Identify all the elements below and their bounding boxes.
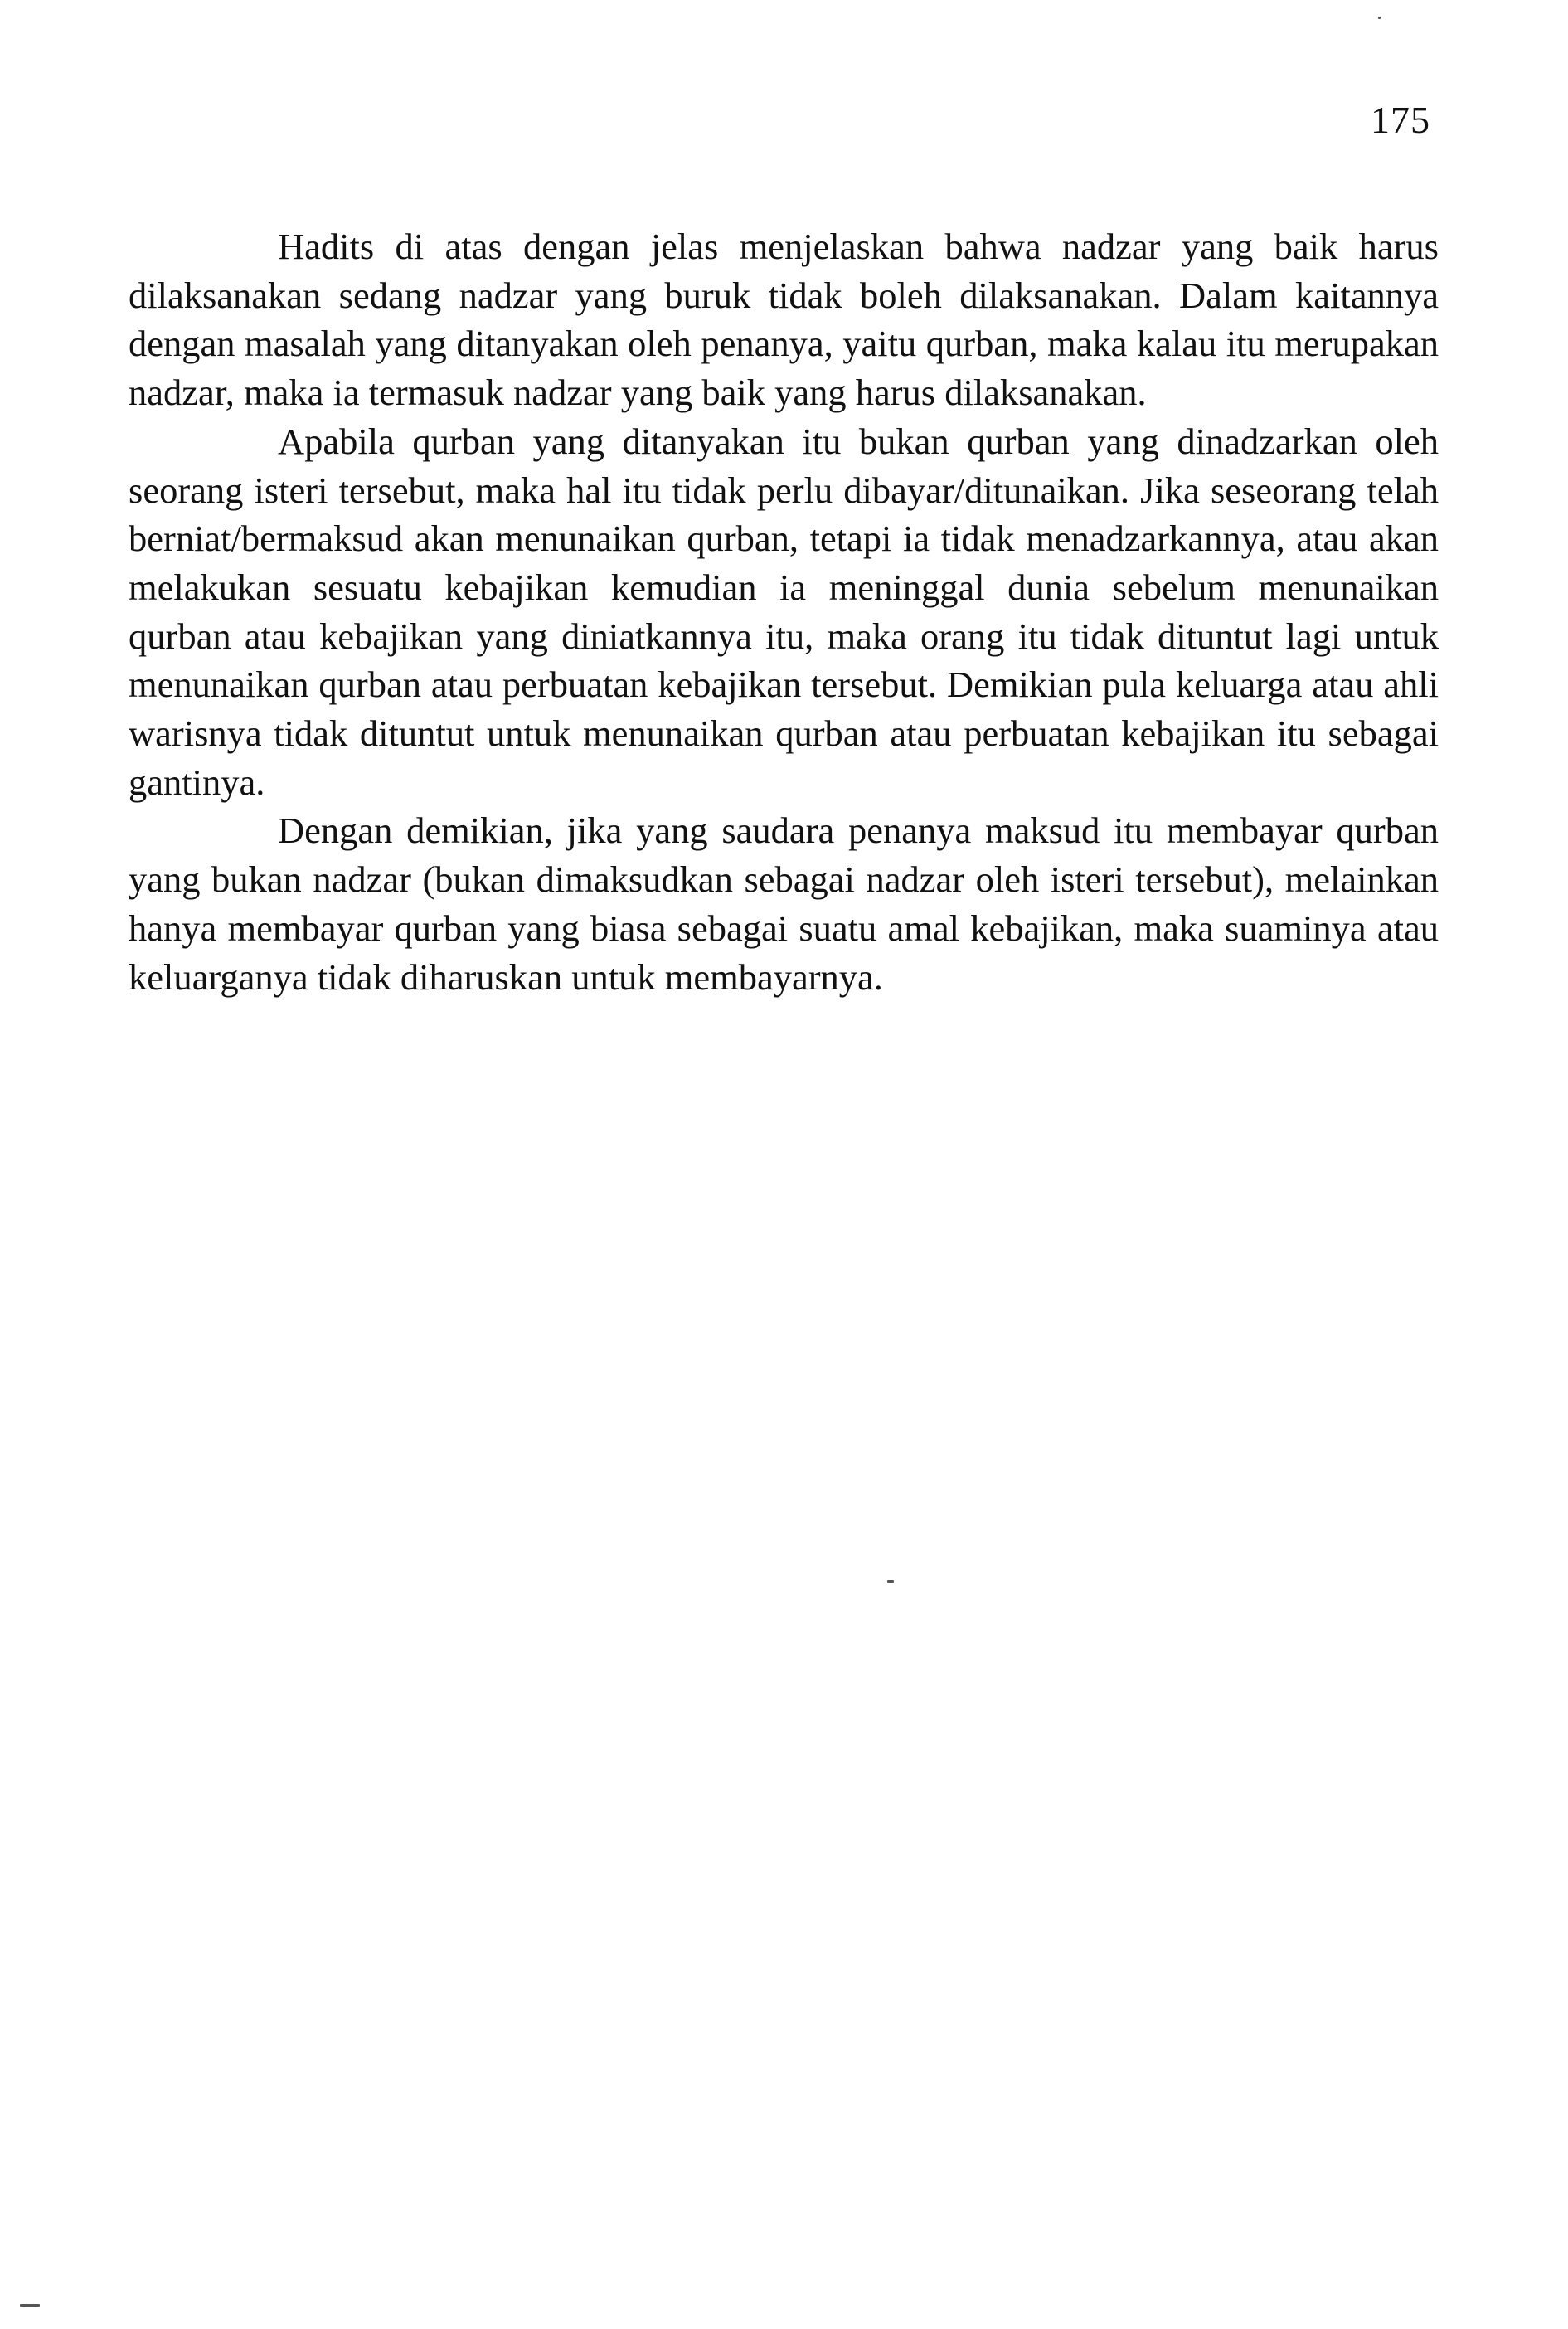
- page-body: [129, 222, 1439, 1001]
- page-number: 175: [1371, 99, 1430, 141]
- scan-speck: [20, 2304, 40, 2307]
- paragraph-1: Hadits di atas dengan jelas menjelaskan bahwa nadzar yang baik harus dilaksanakan sedang nadzar yang buruk tidak boleh dilaksanakan. Dalam kaitannya dengan masalah yang ditanyakan oleh penanya, yaitu qurban, maka kalau itu merupakan nadzar, maka ia termasuk nadzar yang baik yang harus dilaksanakan.: [129, 226, 1439, 414]
- scan-speck: [887, 1580, 894, 1583]
- paragraph-3: Dengan demikian, jika yang saudara penanya maksud itu membayar qurban yang bukan nadzar (bukan dimaksudkan sebagai nadzar oleh isteri tersebut), melainkan hanya membayar qurban yang biasa sebagai suatu amal kebajikan, maka suaminya atau keluarganya tidak diharuskan untuk membayarnya.: [129, 810, 1439, 998]
- scan-speck: [1378, 17, 1381, 19]
- paragraph-2: Apabila qurban yang ditanyakan itu bukan qurban yang dinadzarkan oleh seorang isteri tersebut, maka hal itu tidak perlu dibayar/ditunaikan. Jika seseorang telah berniat/bermaksud akan menunaikan qurban, tetapi ia tidak menadzarkannya, atau akan melakukan sesuatu kebajikan kemudian ia meninggal dunia sebelum menunaikan qurban atau kebajikan yang diniatkannya itu, maka orang itu tidak dituntut lagi untuk menunaikan qurban atau perbuatan kebajikan tersebut. Demikian pula keluarga atau ahli warisnya tidak dituntut untuk menunaikan qurban atau perbuatan kebajikan itu sebagai gantinya.: [129, 420, 1439, 803]
